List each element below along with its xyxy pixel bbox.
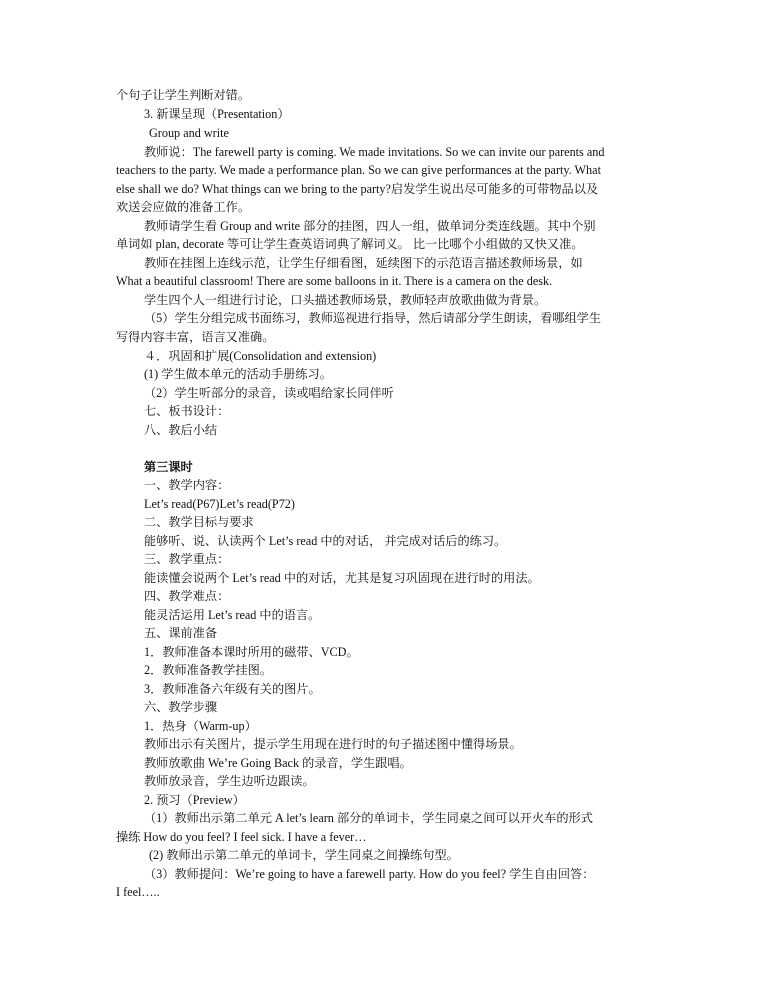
text-line: 教师放录音，学生边听边跟读。 xyxy=(144,774,315,788)
text-line: （3）教师提问：We’re going to have a farewell party. How do you feel? 学生自由回答： xyxy=(144,867,595,881)
list-item: 1．教师准备本课时所用的磁带、VCD。 xyxy=(144,645,359,659)
section-heading: 七、板书设计： xyxy=(144,404,230,418)
text-line: Let’s read(P67)Let’s read(P72) xyxy=(144,497,295,511)
section-heading: 六、教学步骤 xyxy=(144,700,218,714)
section-heading: 八、教后小结 xyxy=(144,423,218,437)
text-line: 教师出示有关图片，提示学生用现在进行时的句子描述图中懂得场景。 xyxy=(144,737,522,751)
list-item: 3．教师准备六年级有关的图片。 xyxy=(144,682,321,696)
text-line: 教师请学生看 Group and write 部分的挂图，四人一组，做单词分类连线题。其中个别 xyxy=(144,219,596,233)
text-line: （1）教师出示第二单元 A let’s learn 部分的单词卡，学生同桌之间可以开火车的形式 xyxy=(144,811,593,825)
text-line: What a beautiful classroom! There are some balloons in it. There is a camera on the desk. xyxy=(116,274,553,288)
section-heading: 2. 预习（Preview） xyxy=(144,793,245,807)
text-line: 单词如 plan, decorate 等可让学生查英语词典了解词义。 比一比哪个小组做的又快又准。 xyxy=(116,237,584,251)
text-line: 学生四个人一组进行讨论，口头描述教师场景，教师轻声放歌曲做为背景。 xyxy=(144,293,547,307)
section-heading: 五、课前准备 xyxy=(144,626,218,640)
text-line: teachers to the party. We made a performance plan. So we can give performances at the party. What xyxy=(116,163,601,177)
section-heading: 四、教学难点： xyxy=(144,589,230,603)
text-line: 教师放歌曲 We’re Going Back 的录音，学生跟唱。 xyxy=(144,756,412,770)
lesson-title: 第三课时 xyxy=(144,460,193,474)
text-line: I feel….. xyxy=(116,885,160,899)
section-heading: 3. 新课呈现（Presentation） xyxy=(144,107,290,121)
text-line: Group and write xyxy=(149,126,229,140)
section-heading: 二、教学目标与要求 xyxy=(144,515,254,529)
text-line: 操练 How do you feel? I feel sick. I have a fever… xyxy=(116,830,367,844)
text-line: (1) 学生做本单元的活动手册练习。 xyxy=(144,367,332,381)
section-heading: 一、教学内容： xyxy=(144,478,230,492)
text-line: 写得内容丰富，语言又准确。 xyxy=(116,330,275,344)
text-line: else shall we do? What things can we bring to the party?启发学生说出尽可能多的可带物品以及 xyxy=(116,182,599,196)
list-item: 2．教师准备教学挂图。 xyxy=(144,663,272,677)
section-heading: 1．热身（Warm-up） xyxy=(144,719,257,733)
text-line: 能够听、说、认读两个 Let’s read 中的对话， 并完成对话后的练习。 xyxy=(144,534,507,548)
text-line: 个句子让学生判断对错。 xyxy=(116,88,251,102)
section-heading: 三、教学重点： xyxy=(144,552,230,566)
text-line: 欢送会应做的准备工作。 xyxy=(116,200,251,214)
text-line: 教师说：The farewell party is coming. We made invitations. So we can invite our parents and xyxy=(144,145,605,159)
section-heading: ４．巩固和扩展(Consolidation and extension) xyxy=(144,349,377,363)
text-line: (2) 教师出示第二单元的单词卡，学生同桌之间操练句型。 xyxy=(149,848,459,862)
text-line: （2）学生听部分的录音，读或唱给家长同伴听 xyxy=(144,386,394,400)
text-line: 能读懂会说两个 Let’s read 中的对话，尤其是复习巩固现在进行时的用法。 xyxy=(144,571,540,585)
text-line: 能灵活运用 Let’s read 中的语言。 xyxy=(144,608,321,622)
text-line: 教师在挂图上连线示范，让学生仔细看图，延续图下的示范语言描述教师场景，如 xyxy=(144,256,583,270)
text-line: （5）学生分组完成书面练习，教师巡视进行指导，然后请部分学生朗读，看哪组学生 xyxy=(144,311,602,325)
